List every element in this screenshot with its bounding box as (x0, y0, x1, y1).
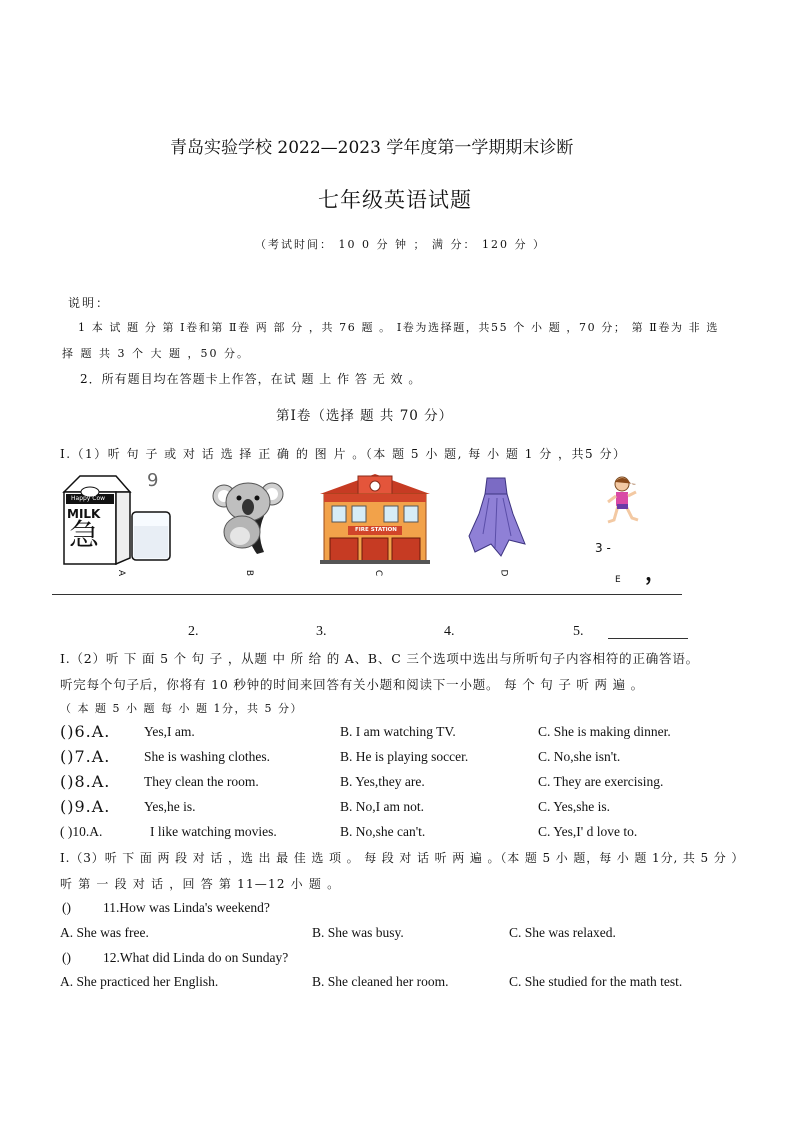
answer-number-5: 5. (573, 624, 584, 639)
picture-baseline (52, 594, 682, 595)
picture-d-dress (465, 474, 527, 558)
option-a[interactable]: I like watching movies. (150, 824, 277, 839)
option-b[interactable]: B. She was busy. (312, 925, 404, 940)
school-title: 青岛实验学校 2022—2023 学年度第一学期期末诊断 (170, 138, 574, 158)
option-a[interactable]: A. She practiced her English. (60, 974, 219, 989)
question-text: 11.How was Linda's weekend? (103, 900, 270, 915)
question-number: ()6.A. (60, 722, 111, 741)
milk-text: MILK (67, 507, 101, 521)
milk-brand-label: Happy Cow (71, 495, 106, 502)
picture-c-fire-station (320, 472, 430, 564)
picture-b-label: B (244, 569, 255, 577)
section2-instruction-2: 听完每个句子后，你将有 10 秒钟的时间来回答有关小题和阅读下一小题。 每 个 句 子 听 两 遍 。 (60, 677, 644, 692)
notes-heading: 说明： (68, 296, 111, 310)
option-c[interactable]: C. Yes,she is. (538, 799, 611, 814)
stray-number-3: 3 - (595, 541, 611, 555)
picture-e-label: E (615, 575, 621, 585)
answer-number-4: 4. (444, 624, 455, 639)
option-a[interactable]: A. She was free. (60, 925, 149, 940)
option-c[interactable]: C. She is making dinner. (538, 724, 671, 739)
dialog1-instruction: 听 第 一 段 对 话 ，回 答 第 11—12 小 题 。 (60, 877, 341, 891)
option-a[interactable]: They clean the room. (144, 774, 259, 789)
option-c[interactable]: C. They are exercising. (538, 774, 664, 789)
option-b[interactable]: B. No,she can't. (340, 824, 426, 839)
section3-instruction: Ⅰ.（3）听 下 面 两 段 对 话 ，选 出 最 佳 选 项 。 每 段 对 话 听 两 遍 。（本 题 5 小 题，每 小 题 1分, 共 5 分 ） (60, 851, 745, 865)
exam-time-line: （考试时间： 10 0 分 钟 ； 满 分： 120 分 ） (255, 238, 546, 251)
fire-station-sign: FIRE STATION (355, 527, 397, 533)
answer-number-2: 2. (188, 624, 199, 639)
koala-icon (212, 474, 284, 556)
option-a[interactable]: She is washing clothes. (144, 749, 270, 764)
option-b[interactable]: B. I am watching TV. (340, 724, 456, 739)
picture-d-label: D (498, 569, 509, 577)
section2-instruction-3: （ 本 题 5 小 题 每 小 题 1分，共 5 分） (60, 702, 303, 715)
option-a[interactable]: Yes,I am. (144, 724, 195, 739)
option-c[interactable]: C. Yes,I' d love to. (538, 824, 638, 839)
answer-blank-line[interactable] (608, 638, 688, 639)
stray-number-9: 9 (147, 470, 159, 491)
answer-number-3: 3. (316, 624, 327, 639)
question-number: ()7.A. (60, 747, 111, 766)
notes-line-3: 2．所有题目均在答题卡上作答，在试 题 上 作 答 无 效 。 (80, 372, 422, 386)
question-number: ()8.A. (60, 772, 111, 791)
option-b[interactable]: B. He is playing soccer. (340, 749, 469, 764)
fire-station-icon (320, 472, 430, 564)
picture-b-koala (212, 474, 284, 556)
picture-a-label: A (116, 569, 127, 577)
notes-line-1: 1 本 试 题 分 第 Ⅰ卷和第 Ⅱ卷 两 部 分 ，共 76 题 。 Ⅰ卷为选择题，共55 个 小 题 ，70 分； 第 Ⅱ卷为 非 选 (78, 321, 719, 334)
section2-instruction-1: Ⅰ.（2）听 下 面 5 个 句 子 ，从题 中 所 给 的 A、B、C 三个选项中选出与所听句子内容相符的正确答语。 (60, 651, 699, 666)
question-number: ( )10.A. (60, 824, 103, 839)
milk-char: 急 (69, 518, 99, 553)
notes-line-2: 择 题 共 3 个 大 题 ，50 分。 (62, 347, 250, 360)
question-text: 12.What did Linda do on Sunday? (103, 950, 289, 965)
part1-title: 第Ⅰ卷（选择 题 共 70 分） (276, 408, 454, 424)
girl-running-icon (606, 476, 642, 532)
dress-icon (465, 474, 527, 558)
option-b[interactable]: B. She cleaned her room. (312, 974, 449, 989)
question-number: () (62, 950, 71, 965)
picture-e-girl (606, 476, 642, 532)
option-c[interactable]: C. She was relaxed. (509, 925, 616, 940)
question-number: ()9.A. (60, 797, 111, 816)
question-number: () (62, 900, 71, 915)
option-c[interactable]: C. No,she isn't. (538, 749, 621, 764)
option-a[interactable]: Yes,he is. (144, 799, 196, 814)
option-c[interactable]: C. She studied for the math test. (509, 974, 683, 989)
option-b[interactable]: B. Yes,they are. (340, 774, 425, 789)
stray-comma: ， (645, 560, 668, 586)
exam-title: 七年级英语试题 (318, 188, 472, 212)
section1-instruction: Ⅰ.（1）听 句 子 或 对 话 选 择 正 确 的 图 片 。（本 题 5 小 题, 每 小 题 1 分 ，共5 分） (60, 447, 627, 461)
picture-c-label: C (373, 569, 384, 577)
option-b[interactable]: B. No,I am not. (340, 799, 424, 814)
